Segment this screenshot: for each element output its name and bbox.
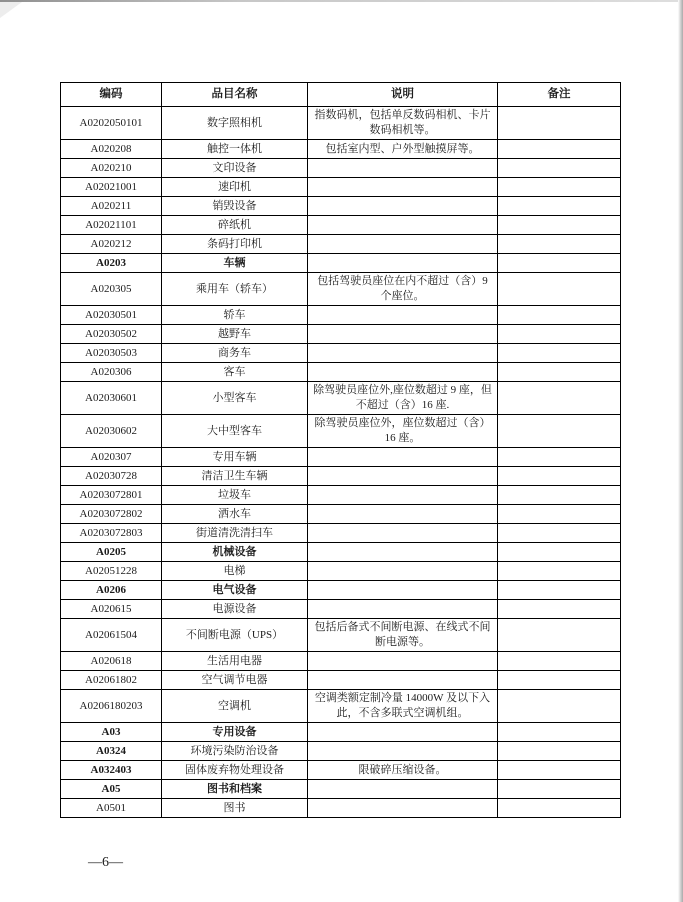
table-row [61,382,621,415]
item-name-cell: 固体废弃物处理设备 [162,761,308,780]
code-cell: A020305 [61,273,162,306]
item-name-cell: 图书 [162,799,308,818]
table-row [61,505,621,524]
remarks-cell [498,216,621,235]
code-cell: A020618 [61,652,162,671]
item-name-cell: 乘用车（轿车） [162,273,308,306]
remarks-cell [498,467,621,486]
item-name-cell: 电源设备 [162,600,308,619]
item-name-cell: 大中型客车 [162,415,308,448]
code-cell: A02051228 [61,562,162,581]
description-cell [308,723,498,742]
procurement-catalog-table [60,82,621,818]
remarks-cell [498,344,621,363]
table-row [61,780,621,799]
page-number: —6— [88,855,123,870]
description-cell [308,197,498,216]
scan-artifact-corner [0,2,22,18]
description-cell [308,799,498,818]
item-name-cell: 专用设备 [162,723,308,742]
remarks-cell [498,197,621,216]
code-cell: A02030502 [61,325,162,344]
code-cell: A02021101 [61,216,162,235]
item-name-cell: 环境污染防治设备 [162,742,308,761]
code-cell: A020211 [61,197,162,216]
table-row [61,140,621,159]
code-cell: A020307 [61,448,162,467]
remarks-cell [498,448,621,467]
description-cell [308,671,498,690]
remarks-cell [498,543,621,562]
code-cell: A05 [61,780,162,799]
item-name-cell: 机械设备 [162,543,308,562]
description-cell [308,581,498,600]
code-cell: A0203072802 [61,505,162,524]
remarks-cell [498,742,621,761]
table-row [61,799,621,818]
description-cell [308,254,498,273]
remarks-cell [498,254,621,273]
table-row [61,652,621,671]
scan-artifact-top-edge [0,0,683,2]
item-name-cell: 碎纸机 [162,216,308,235]
remarks-cell [498,780,621,799]
code-cell: A020208 [61,140,162,159]
remarks-cell [498,524,621,543]
code-cell: A0203072801 [61,486,162,505]
table-row [61,159,621,178]
item-name-cell: 生活用电器 [162,652,308,671]
description-cell [308,742,498,761]
code-cell: A03 [61,723,162,742]
code-cell: A0202050101 [61,107,162,140]
description-cell: 包括驾驶员座位在内不超过（含）9 个座位。 [308,273,498,306]
table-row [61,306,621,325]
header-code: 编码 [61,83,162,107]
code-cell: A02030728 [61,467,162,486]
table-row [61,723,621,742]
code-cell: A02030501 [61,306,162,325]
code-cell: A02021001 [61,178,162,197]
table-row [61,690,621,723]
description-cell [308,486,498,505]
remarks-cell [498,761,621,780]
item-name-cell: 速印机 [162,178,308,197]
description-cell: 除驾驶员座位外，座位数超过（含）16 座。 [308,415,498,448]
description-cell [308,505,498,524]
description-cell [308,652,498,671]
table-row [61,254,621,273]
description-cell [308,363,498,382]
header-remarks: 备注 [498,83,621,107]
table-row [61,524,621,543]
remarks-cell [498,581,621,600]
table-row [61,619,621,652]
item-name-cell: 街道清洗清扫车 [162,524,308,543]
table-header-row [61,83,621,107]
item-name-cell: 专用车辆 [162,448,308,467]
header-item-name: 品目名称 [162,83,308,107]
remarks-cell [498,159,621,178]
code-cell: A02061802 [61,671,162,690]
description-cell: 除驾驶员座位外,座位数超过 9 座，但不超过（含）16 座. [308,382,498,415]
item-name-cell: 图书和档案 [162,780,308,799]
table-row [61,486,621,505]
remarks-cell [498,671,621,690]
code-cell: A0205 [61,543,162,562]
table-row [61,107,621,140]
item-name-cell: 垃圾车 [162,486,308,505]
item-name-cell: 电气设备 [162,581,308,600]
table-row [61,562,621,581]
table-row [61,344,621,363]
remarks-cell [498,486,621,505]
item-name-cell: 空气调节电器 [162,671,308,690]
description-cell [308,543,498,562]
description-cell: 包括室内型、户外型触摸屏等。 [308,140,498,159]
code-cell: A0501 [61,799,162,818]
description-cell [308,325,498,344]
description-cell: 指数码机，包括单反数码相机、卡片数码相机等。 [308,107,498,140]
remarks-cell [498,382,621,415]
remarks-cell [498,273,621,306]
remarks-cell [498,723,621,742]
remarks-cell [498,505,621,524]
remarks-cell [498,619,621,652]
remarks-cell [498,107,621,140]
item-name-cell: 条码打印机 [162,235,308,254]
description-cell: 空调类额定制冷量 14000W 及以下入此，不含多联式空调机组。 [308,690,498,723]
remarks-cell [498,178,621,197]
description-cell [308,600,498,619]
code-cell: A0206180203 [61,690,162,723]
table-row [61,216,621,235]
item-name-cell: 越野车 [162,325,308,344]
description-cell [308,448,498,467]
code-cell: A020210 [61,159,162,178]
remarks-cell [498,325,621,344]
remarks-cell [498,799,621,818]
remarks-cell [498,600,621,619]
table-row [61,581,621,600]
code-cell: A02030503 [61,344,162,363]
header-description: 说明 [308,83,498,107]
description-cell [308,178,498,197]
item-name-cell: 轿车 [162,306,308,325]
item-name-cell: 文印设备 [162,159,308,178]
table-row [61,671,621,690]
description-cell: 包括后备式不间断电源、在线式不间断电源等。 [308,619,498,652]
table-row [61,325,621,344]
remarks-cell [498,235,621,254]
description-cell [308,562,498,581]
code-cell: A020615 [61,600,162,619]
table-row [61,543,621,562]
item-name-cell: 小型客车 [162,382,308,415]
code-cell: A0206 [61,581,162,600]
code-cell: A0203072803 [61,524,162,543]
remarks-cell [498,306,621,325]
item-name-cell: 电梯 [162,562,308,581]
item-name-cell: 销毁设备 [162,197,308,216]
table-row [61,363,621,382]
code-cell: A020306 [61,363,162,382]
code-cell: A02061504 [61,619,162,652]
item-name-cell: 清洁卫生车辆 [162,467,308,486]
code-cell: A0203 [61,254,162,273]
table-row [61,600,621,619]
table-row [61,273,621,306]
description-cell [308,780,498,799]
description-cell [308,235,498,254]
item-name-cell: 车辆 [162,254,308,273]
code-cell: A0324 [61,742,162,761]
table-row [61,197,621,216]
item-name-cell: 数字照相机 [162,107,308,140]
table-row [61,467,621,486]
table-row [61,448,621,467]
remarks-cell [498,415,621,448]
item-name-cell: 触控一体机 [162,140,308,159]
code-cell: A032403 [61,761,162,780]
description-cell: 限破碎压缩设备。 [308,761,498,780]
description-cell [308,467,498,486]
table-row [61,415,621,448]
table-row [61,761,621,780]
table-row [61,235,621,254]
item-name-cell: 客车 [162,363,308,382]
description-cell [308,524,498,543]
remarks-cell [498,690,621,723]
scan-artifact-right-edge [678,0,683,902]
remarks-cell [498,562,621,581]
remarks-cell [498,140,621,159]
item-name-cell: 洒水车 [162,505,308,524]
description-cell [308,344,498,363]
table-row [61,178,621,197]
description-cell [308,216,498,235]
code-cell: A020212 [61,235,162,254]
table-row [61,742,621,761]
description-cell [308,306,498,325]
code-cell: A02030601 [61,382,162,415]
remarks-cell [498,363,621,382]
item-name-cell: 空调机 [162,690,308,723]
code-cell: A02030602 [61,415,162,448]
item-name-cell: 不间断电源（UPS） [162,619,308,652]
remarks-cell [498,652,621,671]
item-name-cell: 商务车 [162,344,308,363]
description-cell [308,159,498,178]
